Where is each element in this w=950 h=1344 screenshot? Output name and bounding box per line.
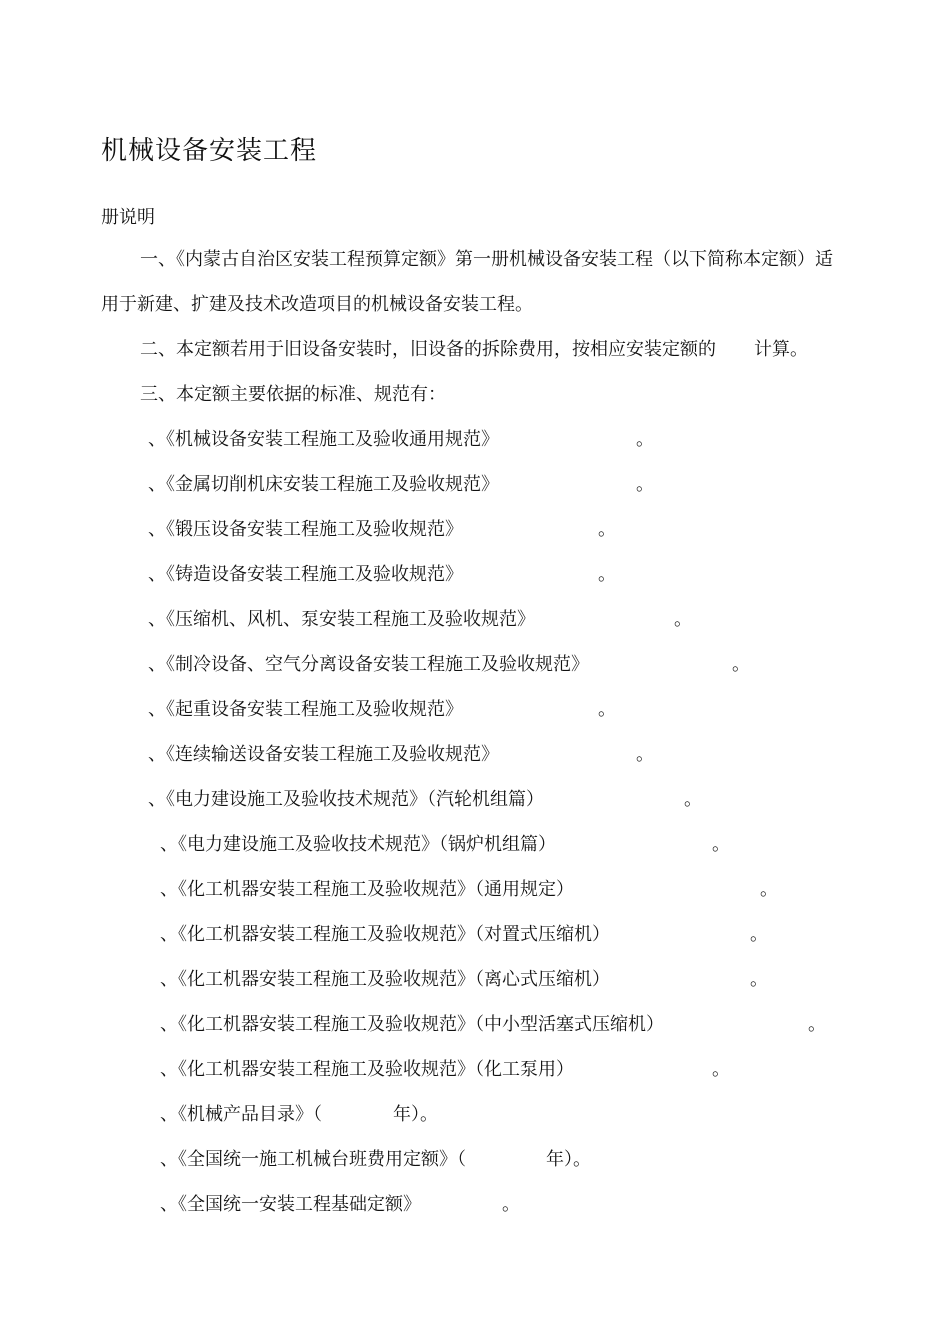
list-item: 、《化工机器安装工程施工及验收规范》（中小型活塞式压缩机） (160, 1014, 664, 1035)
list-item: 、《化工机器安装工程施工及验收规范》（通用规定） (160, 879, 574, 900)
list-item-end: 。 (712, 1059, 730, 1080)
list-item-end: 。 (598, 699, 616, 720)
list-item: 、《制冷设备、空气分离设备安装工程施工及验收规范》 (148, 654, 589, 675)
list-item: 、《机械设备安装工程施工及验收通用规范》 (148, 429, 499, 450)
list-item-end: 。 (808, 1014, 826, 1035)
list-item: 、《机械产品目录》（ (160, 1104, 322, 1125)
list-item: 、《锻压设备安装工程施工及验收规范》 (148, 519, 463, 540)
list-item-end: 。 (712, 834, 730, 855)
paragraph-1-line-1: 一、《内蒙古自治区安装工程预算定额》第一册机械设备安装工程（以下简称本定额）适 (140, 249, 833, 270)
paragraph-2-text: 二、本定额若用于旧设备安装时，旧设备的拆除费用，按相应安装定额的 (140, 339, 716, 360)
list-item: 、《连续输送设备安装工程施工及验收规范》 (148, 744, 499, 765)
list-item-end: 年）。 (546, 1149, 591, 1170)
list-item-end: 年）。 (393, 1104, 438, 1125)
list-item-end: 。 (598, 519, 616, 540)
list-item-end: 。 (760, 879, 778, 900)
list-item-end: 。 (750, 924, 768, 945)
list-item-end: 。 (732, 654, 750, 675)
list-item: 、《化工机器安装工程施工及验收规范》（化工泵用） (160, 1059, 574, 1080)
list-item-end: 。 (674, 609, 692, 630)
list-item: 、《电力建设施工及验收技术规范》（汽轮机组篇） (148, 789, 544, 810)
list-item: 、《金属切削机床安装工程施工及验收规范》 (148, 474, 499, 495)
list-item: 、《铸造设备安装工程施工及验收规范》 (148, 564, 463, 585)
paragraph-3: 三、本定额主要依据的标准、规范有： (140, 384, 446, 405)
paragraph-2 (140, 338, 808, 362)
list-item: 、《全国统一安装工程基础定额》 (160, 1194, 421, 1215)
list-item: 、《全国统一施工机械台班费用定额》（ (160, 1149, 466, 1170)
list-item-end: 。 (636, 429, 654, 450)
document-title: 机械设备安装工程 (101, 136, 318, 166)
list-item: 、《化工机器安装工程施工及验收规范》（对置式压缩机） (160, 924, 610, 945)
paragraph-1-line-2: 用于新建、扩建及技术改造项目的机械设备安装工程。 (101, 294, 533, 315)
list-item: 、《电力建设施工及验收技术规范》（锅炉机组篇） (160, 834, 556, 855)
section-subtitle: 册说明 (101, 207, 155, 228)
list-item-end: 。 (502, 1194, 520, 1215)
list-item-end: 。 (684, 789, 702, 810)
list-item-end: 。 (636, 744, 654, 765)
paragraph-2-end: 计算。 (754, 339, 808, 360)
list-item-end: 。 (636, 474, 654, 495)
list-item: 、《压缩机、风机、泵安装工程施工及验收规范》 (148, 609, 535, 630)
list-item: 、《起重设备安装工程施工及验收规范》 (148, 699, 463, 720)
list-item-end: 。 (598, 564, 616, 585)
list-item-end: 。 (750, 969, 768, 990)
list-item: 、《化工机器安装工程施工及验收规范》（离心式压缩机） (160, 969, 610, 990)
